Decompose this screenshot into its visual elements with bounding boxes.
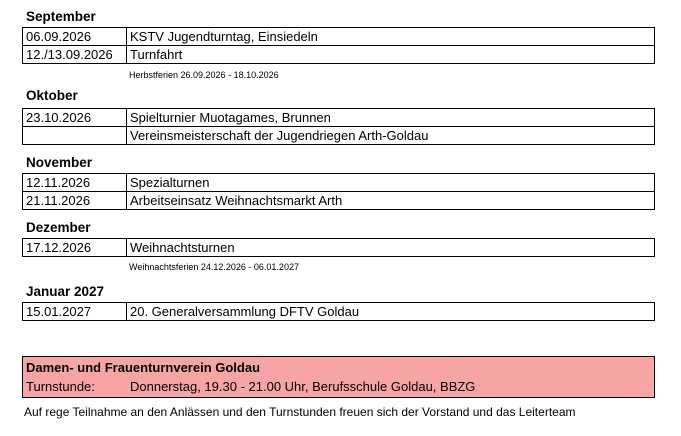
club-name: Damen- und Frauenturnverein Goldau	[26, 360, 261, 375]
event-text: 20. Generalversammlung DFTV Goldau	[127, 303, 655, 321]
holiday-note: Herbstferien 26.09.2026 - 18.10.2026	[129, 70, 279, 80]
table-row	[23, 46, 655, 64]
table-row	[23, 109, 655, 127]
event-text: Turnfahrt	[127, 46, 655, 64]
table-row	[23, 192, 655, 210]
table-row	[23, 303, 655, 321]
event-date: 21.11.2026	[23, 192, 127, 210]
month-heading-oktober: Oktober	[26, 88, 78, 103]
events-table-oktober	[22, 108, 655, 145]
event-text: Spezialturnen	[127, 174, 655, 192]
month-heading-dezember: Dezember	[26, 220, 91, 235]
club-info-box	[22, 356, 655, 398]
event-date: 12./13.09.2026	[23, 46, 127, 64]
event-date	[23, 127, 127, 145]
events-table-november	[22, 173, 655, 210]
events-table-dezember	[22, 238, 655, 257]
event-text: Weihnachtsturnen	[127, 239, 655, 257]
holiday-note: Weihnachtsferien 24.12.2026 - 06.01.2027	[129, 262, 299, 272]
month-heading-september: September	[26, 9, 96, 24]
table-row	[23, 239, 655, 257]
events-table-januar	[22, 302, 655, 321]
month-heading-januar: Januar 2027	[26, 284, 105, 299]
event-date: 06.09.2026	[23, 28, 127, 46]
event-date: 17.12.2026	[23, 239, 127, 257]
month-heading-november: November	[26, 155, 93, 170]
training-label: Turnstunde:	[26, 379, 95, 394]
event-text: KSTV Jugendturntag, Einsiedeln	[127, 28, 655, 46]
footer-text: Auf rege Teilnahme an den Anlässen und den Turnstunden freuen sich der Vorstand und das Leiterteam	[24, 405, 576, 419]
event-text: Arbeitseinsatz Weihnachtsmarkt Arth	[127, 192, 655, 210]
event-text: Vereinsmeisterschaft der Jugendriegen Arth-Goldau	[127, 127, 655, 145]
event-text: Spielturnier Muotagames, Brunnen	[127, 109, 655, 127]
table-row	[23, 174, 655, 192]
training-details: Donnerstag, 19.30 - 21.00 Uhr, Berufsschule Goldau, BBZG	[130, 379, 476, 394]
table-row	[23, 127, 655, 145]
event-date: 23.10.2026	[23, 109, 127, 127]
table-row	[23, 28, 655, 46]
event-date: 12.11.2026	[23, 174, 127, 192]
events-table-september	[22, 27, 655, 64]
event-date: 15.01.2027	[23, 303, 127, 321]
